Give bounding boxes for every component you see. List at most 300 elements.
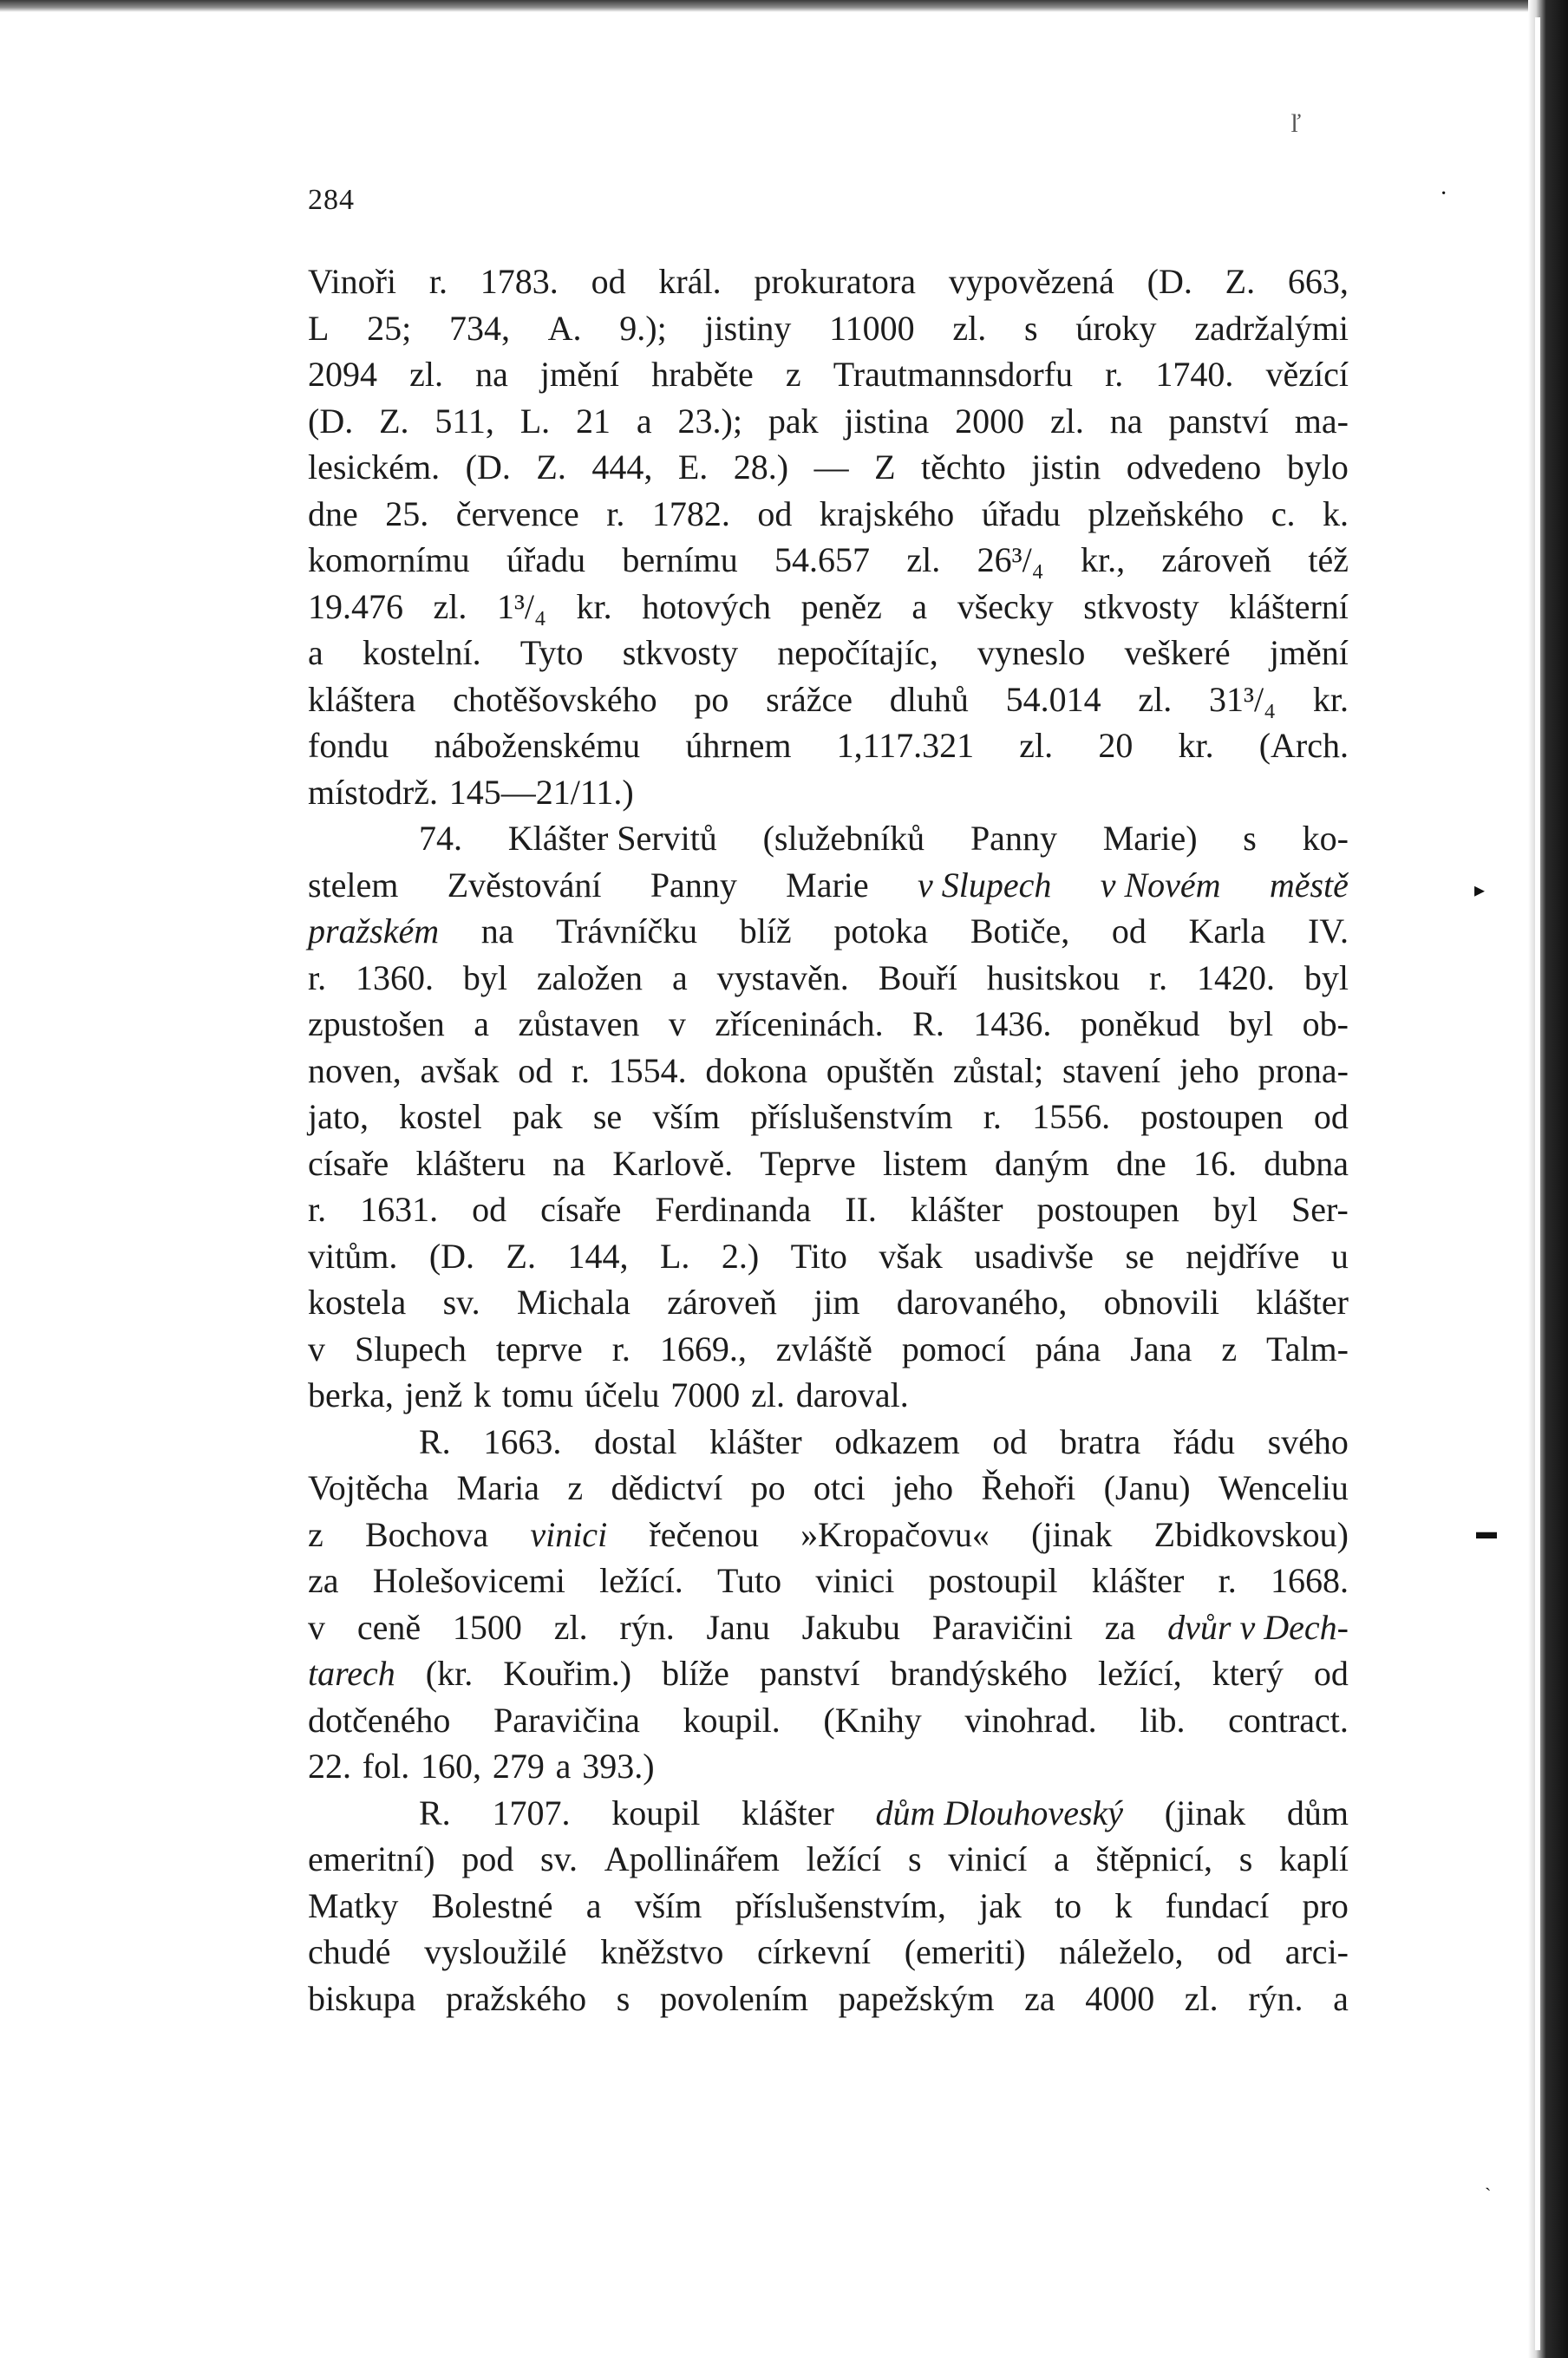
word: R. bbox=[419, 1421, 451, 1461]
word: všecky bbox=[957, 586, 1054, 626]
word: a bbox=[1333, 1978, 1349, 2018]
word: 7000 bbox=[670, 1375, 741, 1414]
word: (služebníků bbox=[762, 819, 925, 858]
text-line bbox=[308, 1743, 1349, 1790]
word: ležící. bbox=[599, 1561, 683, 1600]
word: nepočítajíc, bbox=[777, 633, 938, 672]
text-line bbox=[308, 769, 1349, 816]
word: emeritní) bbox=[308, 1839, 435, 1878]
word: Z bbox=[874, 447, 896, 487]
word: s bbox=[616, 1978, 630, 2018]
text-line bbox=[308, 1604, 1349, 1651]
word: dne bbox=[308, 493, 358, 533]
word: prona- bbox=[1258, 1050, 1349, 1090]
word: vystavěn. bbox=[716, 957, 849, 997]
word: Marie) bbox=[1102, 819, 1198, 858]
word: ma- bbox=[1294, 401, 1349, 441]
word: s bbox=[1023, 308, 1038, 348]
word: Trautmannsdorfu bbox=[833, 355, 1074, 394]
word: odvedeno bbox=[1126, 447, 1262, 487]
word: úřadu bbox=[981, 493, 1061, 533]
word: (D. bbox=[428, 1236, 475, 1276]
word: 1500 bbox=[452, 1607, 522, 1647]
word: kněžstvo bbox=[600, 1932, 724, 1971]
word: a bbox=[1054, 1839, 1069, 1878]
word: Paravičina bbox=[493, 1700, 640, 1740]
word: ceně bbox=[356, 1607, 421, 1647]
word: jak bbox=[979, 1885, 1022, 1925]
word: Wenceliu bbox=[1218, 1468, 1349, 1507]
word: postoupil bbox=[928, 1561, 1058, 1600]
word: dům Dlouhoveský bbox=[875, 1793, 1124, 1832]
word: R. bbox=[912, 1004, 944, 1043]
word: (jinak bbox=[1031, 1514, 1113, 1554]
word: svého bbox=[1267, 1421, 1349, 1461]
word: náleželo, bbox=[1059, 1932, 1184, 1971]
text-line bbox=[308, 722, 1349, 769]
word: klášter bbox=[1091, 1561, 1185, 1600]
text-line bbox=[308, 1372, 1349, 1419]
word: zl. bbox=[433, 586, 467, 626]
word: otci bbox=[813, 1468, 866, 1507]
word: prokuratora bbox=[754, 262, 916, 301]
word: Michala bbox=[516, 1283, 630, 1322]
word: darovaného, bbox=[896, 1283, 1068, 1322]
text-line bbox=[308, 1326, 1349, 1373]
word: 28.) bbox=[733, 447, 789, 487]
word: k bbox=[474, 1375, 492, 1414]
word: řečenou bbox=[649, 1514, 759, 1554]
word: Klášter Servitů bbox=[507, 819, 717, 858]
word: Z. bbox=[379, 401, 409, 441]
word: na bbox=[480, 911, 514, 950]
text-line bbox=[308, 1558, 1349, 1604]
word: 1663. bbox=[483, 1421, 562, 1461]
word: na bbox=[475, 355, 508, 394]
word: krajského bbox=[819, 493, 955, 533]
text-line bbox=[308, 1279, 1349, 1326]
word: nejdříve bbox=[1186, 1236, 1300, 1276]
word: dvůr v Dech- bbox=[1167, 1607, 1349, 1647]
word: »Kropačovu« bbox=[800, 1514, 990, 1554]
word: k bbox=[1114, 1885, 1133, 1925]
word: daroval. bbox=[795, 1375, 909, 1414]
word: a bbox=[911, 586, 928, 626]
word: od bbox=[1313, 1097, 1349, 1136]
word: brandýského bbox=[890, 1654, 1068, 1693]
scan-speck: ▸ bbox=[1474, 879, 1486, 902]
word: vinohrad. bbox=[964, 1700, 1097, 1740]
word: 511, bbox=[434, 401, 494, 441]
word: a bbox=[671, 957, 688, 997]
word: zůstaven bbox=[518, 1004, 640, 1043]
word: byl bbox=[462, 957, 508, 997]
text-line bbox=[308, 815, 1349, 862]
word: klášter bbox=[1256, 1283, 1349, 1322]
word: pražském bbox=[308, 911, 440, 950]
word: 26³/₄ bbox=[977, 540, 1044, 579]
word: jim bbox=[813, 1283, 860, 1322]
word: veškeré bbox=[1124, 633, 1231, 672]
word: Vinoři bbox=[308, 262, 397, 301]
word: 16. bbox=[1193, 1143, 1237, 1183]
word: blíž bbox=[739, 911, 792, 950]
word: klášterní bbox=[1229, 586, 1349, 626]
word: klášter bbox=[742, 1793, 834, 1832]
word: (jinak bbox=[1164, 1793, 1246, 1832]
word: král. bbox=[658, 262, 722, 301]
scan-right-edge bbox=[1528, 0, 1568, 2358]
word: E. bbox=[677, 447, 709, 487]
word: r. bbox=[1218, 1561, 1237, 1600]
word: (D. bbox=[308, 401, 354, 441]
word: na bbox=[1109, 401, 1143, 441]
word: avšak bbox=[420, 1050, 500, 1090]
word: Z. bbox=[536, 447, 566, 487]
word: od bbox=[472, 1190, 507, 1229]
word: r. bbox=[606, 493, 625, 533]
text-line bbox=[308, 1976, 1349, 2022]
word: to bbox=[1055, 1885, 1082, 1925]
word: z bbox=[785, 355, 801, 394]
text-line bbox=[308, 1790, 1349, 1837]
word: dědictví bbox=[611, 1468, 723, 1507]
word: 444, bbox=[591, 447, 653, 487]
word: 1782. bbox=[651, 493, 730, 533]
word: 54.657 bbox=[774, 540, 871, 579]
word: povolením bbox=[659, 1978, 808, 2018]
word: contract. bbox=[1228, 1700, 1349, 1740]
word: pak bbox=[512, 1097, 563, 1136]
word: berka, bbox=[308, 1375, 394, 1414]
word: Vojtěcha bbox=[308, 1468, 429, 1507]
word: vinici bbox=[815, 1561, 895, 1600]
word: II. bbox=[845, 1190, 877, 1229]
word: Maria bbox=[456, 1468, 540, 1507]
word: tarech bbox=[308, 1654, 395, 1693]
word: 279 bbox=[492, 1747, 545, 1786]
word: chotěšovského bbox=[453, 679, 657, 719]
word: c. bbox=[1271, 493, 1296, 533]
word: 145—21/11.) bbox=[448, 772, 634, 812]
word: 393.) bbox=[582, 1747, 655, 1786]
word: 2000 bbox=[955, 401, 1025, 441]
word: zl. bbox=[751, 1375, 785, 1414]
word: 21 bbox=[576, 401, 611, 441]
word: — bbox=[813, 447, 849, 487]
word: daným bbox=[994, 1143, 1089, 1183]
word: hraběte bbox=[651, 355, 754, 394]
word: zl. bbox=[952, 308, 987, 348]
word: k. bbox=[1322, 493, 1349, 533]
word: 31³/₄ bbox=[1209, 679, 1277, 719]
word: 74. bbox=[419, 819, 462, 858]
word: zl. bbox=[1019, 726, 1054, 765]
word: Zbidkovskou) bbox=[1153, 1514, 1349, 1554]
word: úřadu bbox=[506, 540, 586, 579]
word: vězící bbox=[1265, 355, 1349, 394]
word: zadržalými bbox=[1194, 308, 1349, 348]
word: hotových bbox=[642, 586, 772, 626]
word: kostela bbox=[308, 1283, 407, 1322]
word: zříceninách. bbox=[715, 1004, 884, 1043]
word: 11000 bbox=[829, 308, 915, 348]
word: Paravičini bbox=[931, 1607, 1073, 1647]
word: srážce bbox=[766, 679, 853, 719]
word: sv. bbox=[540, 1839, 578, 1878]
word: úhrnem bbox=[685, 726, 792, 765]
word: z bbox=[1221, 1329, 1238, 1368]
word: 1³/₄ bbox=[496, 586, 546, 626]
word: R. bbox=[419, 1793, 451, 1832]
word: městě bbox=[1269, 865, 1349, 905]
word: Matky bbox=[308, 1885, 399, 1925]
word: usadivše bbox=[974, 1236, 1094, 1276]
word: od bbox=[1313, 1654, 1349, 1693]
word: Ferdinanda bbox=[655, 1190, 812, 1229]
word: byl bbox=[1303, 957, 1349, 997]
word: vypovězená bbox=[948, 262, 1114, 301]
word: lib. bbox=[1140, 1700, 1186, 1740]
word: koupil. bbox=[683, 1700, 781, 1740]
word: příslušenstvím bbox=[750, 1097, 953, 1136]
word: zl. bbox=[1184, 1978, 1218, 2018]
word: se bbox=[1125, 1236, 1154, 1276]
word: kostelní. bbox=[362, 633, 481, 672]
text-line bbox=[308, 1836, 1349, 1883]
word: 54.014 bbox=[1005, 679, 1101, 719]
word: fondu bbox=[308, 726, 389, 765]
word: biskupa bbox=[308, 1978, 416, 2018]
word: 23.); bbox=[677, 401, 742, 441]
word: který bbox=[1212, 1654, 1284, 1693]
word: úroky bbox=[1075, 308, 1157, 348]
word: byl bbox=[1229, 1004, 1274, 1043]
word: r. bbox=[308, 1190, 327, 1229]
word: po bbox=[694, 679, 729, 719]
word: plzeňského bbox=[1088, 493, 1245, 533]
word: (Janu) bbox=[1103, 1468, 1191, 1507]
word: pomocí bbox=[901, 1329, 1006, 1368]
word: v Novém bbox=[1100, 865, 1221, 905]
word: církevní bbox=[757, 1932, 872, 1971]
word: od bbox=[1217, 1932, 1252, 1971]
word: kostel bbox=[399, 1097, 482, 1136]
word: peněz bbox=[800, 586, 882, 626]
word: 19.476 bbox=[308, 586, 403, 626]
word: Trávníčku bbox=[556, 911, 698, 950]
word: Zvěstování bbox=[447, 865, 602, 905]
word: jistin bbox=[1031, 447, 1101, 487]
word: v bbox=[668, 1004, 686, 1043]
word: ko- bbox=[1302, 819, 1349, 858]
word: Tyto bbox=[519, 633, 584, 672]
word: 1668. bbox=[1270, 1561, 1349, 1600]
word: husitskou bbox=[986, 957, 1120, 997]
text-line bbox=[308, 444, 1349, 491]
page-number: 284 bbox=[308, 184, 355, 216]
word: bylo bbox=[1286, 447, 1349, 487]
text-line bbox=[308, 1697, 1349, 1744]
word: Z. bbox=[506, 1236, 536, 1276]
word: 663, bbox=[1287, 262, 1349, 301]
word: ležící bbox=[806, 1839, 882, 1878]
text-line bbox=[308, 862, 1349, 909]
word: Talm- bbox=[1266, 1329, 1349, 1368]
word: 25. bbox=[385, 493, 429, 533]
word: vitům. bbox=[308, 1236, 398, 1276]
word: Teprve bbox=[760, 1143, 856, 1183]
text-line bbox=[308, 1233, 1349, 1280]
word: kr. bbox=[576, 586, 612, 626]
word: v bbox=[308, 1329, 325, 1368]
word: Kouřim.) bbox=[503, 1654, 632, 1693]
word: těchto bbox=[921, 447, 1006, 487]
word: sv. bbox=[442, 1283, 480, 1322]
word: pak bbox=[768, 401, 819, 441]
word: 2.) bbox=[721, 1236, 760, 1276]
text-line bbox=[308, 1465, 1349, 1512]
word: místodrž. bbox=[308, 772, 438, 812]
text-line bbox=[308, 584, 1349, 630]
text-line bbox=[308, 908, 1349, 955]
word: opuštěn bbox=[826, 1050, 935, 1090]
word: L. bbox=[659, 1236, 690, 1276]
word: z bbox=[567, 1468, 584, 1507]
word: jato, bbox=[308, 1097, 369, 1136]
word: zl. bbox=[553, 1607, 588, 1647]
word: za bbox=[1024, 1978, 1055, 2018]
word: 1,117.321 bbox=[836, 726, 975, 765]
word: se bbox=[592, 1097, 623, 1136]
text-line bbox=[308, 676, 1349, 723]
word: Jakubu bbox=[801, 1607, 900, 1647]
scan-speck: ľ bbox=[1290, 109, 1302, 138]
word: Panny bbox=[650, 865, 737, 905]
word: v bbox=[308, 1607, 325, 1647]
word: 1631. bbox=[360, 1190, 439, 1229]
word: příslušenstvím, bbox=[735, 1885, 946, 1925]
text-line bbox=[308, 1186, 1349, 1233]
word: klášter bbox=[709, 1421, 802, 1461]
word: papežským bbox=[838, 1978, 995, 2018]
word: Bolestné bbox=[431, 1885, 553, 1925]
scan-speck: ˋ bbox=[1485, 2184, 1492, 2205]
word: dluhů bbox=[889, 679, 969, 719]
word: klášteru bbox=[415, 1143, 526, 1183]
word: zároveň bbox=[667, 1283, 777, 1322]
word: L. bbox=[519, 401, 551, 441]
word: rýn. bbox=[619, 1607, 675, 1647]
word: ob- bbox=[1302, 1004, 1349, 1043]
word: 734, bbox=[448, 308, 510, 348]
word: pána bbox=[1035, 1329, 1101, 1368]
text-line bbox=[308, 305, 1349, 352]
word: vyneslo bbox=[977, 633, 1086, 672]
word: 1556. bbox=[1032, 1097, 1111, 1136]
word: zl. bbox=[1049, 401, 1084, 441]
text-line bbox=[308, 1883, 1349, 1930]
word: účelu bbox=[584, 1375, 660, 1414]
text-line bbox=[308, 1048, 1349, 1094]
word: na bbox=[552, 1143, 586, 1183]
word: vším bbox=[652, 1097, 721, 1136]
word: řádu bbox=[1173, 1421, 1235, 1461]
word: postoupen bbox=[1036, 1190, 1179, 1229]
word: jeho bbox=[1179, 1050, 1239, 1090]
word: vinici bbox=[530, 1514, 608, 1554]
text-line bbox=[308, 630, 1349, 676]
word: z bbox=[308, 1514, 323, 1554]
word: (kr. bbox=[425, 1654, 474, 1693]
word: Řehoři bbox=[981, 1468, 1076, 1507]
word: (D. bbox=[1147, 262, 1192, 301]
word: (Arch. bbox=[1258, 726, 1349, 765]
word: též bbox=[1308, 540, 1349, 579]
word: náboženskému bbox=[434, 726, 641, 765]
word: Z. bbox=[1225, 262, 1256, 301]
word: 25; bbox=[367, 308, 412, 348]
word: jistina bbox=[844, 401, 930, 441]
word: IV. bbox=[1307, 911, 1349, 950]
text-line bbox=[308, 491, 1349, 538]
text-line bbox=[308, 955, 1349, 1002]
text-line bbox=[308, 1512, 1349, 1558]
word: klášter bbox=[910, 1190, 1003, 1229]
word: a bbox=[585, 1885, 602, 1925]
word: Bochova bbox=[364, 1514, 489, 1554]
word: lesickém. bbox=[308, 447, 441, 487]
word: Tuto bbox=[716, 1561, 782, 1600]
word: kr. bbox=[1312, 679, 1349, 719]
word: stelem bbox=[308, 865, 399, 905]
text-line bbox=[308, 1094, 1349, 1140]
word: založen bbox=[536, 957, 644, 997]
word: od bbox=[757, 493, 793, 533]
word: Bouří bbox=[878, 957, 957, 997]
word: poněkud bbox=[1080, 1004, 1200, 1043]
word: r. bbox=[571, 1050, 590, 1090]
word: u bbox=[1330, 1236, 1349, 1276]
word: (D. bbox=[465, 447, 511, 487]
word: panství bbox=[759, 1654, 860, 1693]
word: 9.); bbox=[619, 308, 667, 348]
word: tomu bbox=[501, 1375, 574, 1414]
scan-top-edge bbox=[0, 0, 1568, 12]
text-line bbox=[308, 1419, 1349, 1466]
word: 1783. bbox=[480, 262, 559, 301]
word: Ser- bbox=[1291, 1190, 1349, 1229]
word: 1707. bbox=[492, 1793, 571, 1832]
word: pražského bbox=[446, 1978, 587, 2018]
word: Janu bbox=[706, 1607, 770, 1647]
word: zároveň bbox=[1161, 540, 1272, 579]
word: 1436. bbox=[973, 1004, 1052, 1043]
text-line bbox=[308, 537, 1349, 584]
word: Apollinářem bbox=[604, 1839, 780, 1878]
word: jistiny bbox=[704, 308, 792, 348]
word: 4000 bbox=[1085, 1978, 1155, 2018]
word: pod bbox=[461, 1839, 514, 1878]
word: dne bbox=[1116, 1143, 1166, 1183]
word: odkazem bbox=[834, 1421, 960, 1461]
word: kr. bbox=[1178, 726, 1214, 765]
word: s bbox=[907, 1839, 922, 1878]
word: v Slupech bbox=[917, 865, 1052, 905]
word: 1669., bbox=[659, 1329, 747, 1368]
word: koupil bbox=[611, 1793, 701, 1832]
word: ležící, bbox=[1097, 1654, 1182, 1693]
